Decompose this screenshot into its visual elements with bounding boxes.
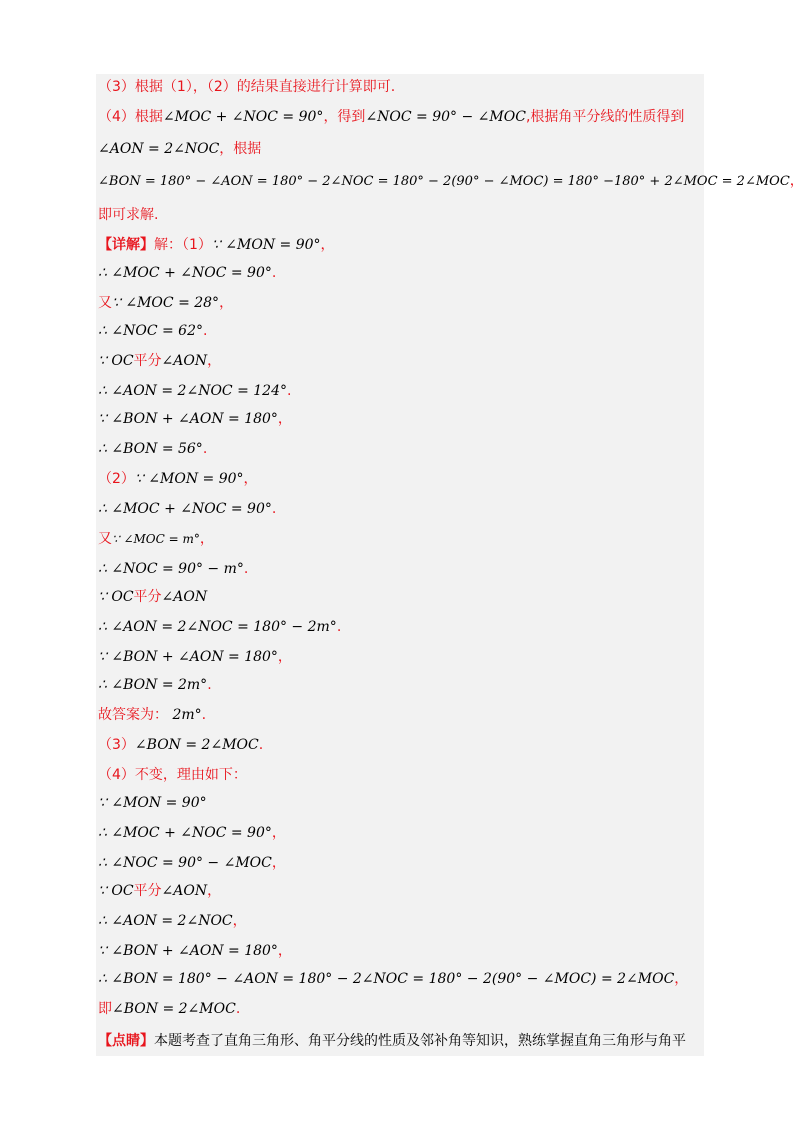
solution-line (98, 942, 292, 960)
part-label: （2） (98, 471, 135, 487)
analysis-step-4-text: 根据 (134, 109, 163, 125)
analysis-step-4-label: （4） (98, 109, 135, 125)
punctuation: . (336, 619, 342, 635)
punctuation: . (202, 441, 208, 457)
math-expression: ∠AON (161, 353, 208, 369)
analysis-step-4-cont (98, 140, 261, 158)
conclusion-line (98, 1000, 240, 1018)
analysis-step-4 (98, 108, 684, 126)
math-expression: ∴ ∠BON = 56° (98, 441, 203, 457)
math-expression: ∴ ∠MOC + ∠NOC = 90° (98, 825, 272, 841)
punctuation: ， (207, 353, 222, 369)
solution-line (98, 352, 221, 370)
punctuation: ， (271, 825, 286, 841)
punctuation: . (271, 265, 277, 281)
punctuation: . (235, 1001, 241, 1017)
math-expression: ∴ ∠BON = 180° − ∠AON = 180° − 2∠NOC = 180° − 2(90° − ∠MOC) = 2∠MOC (98, 971, 675, 987)
math-expression: ∠BON = 2∠MOC (112, 1001, 236, 1017)
punctuation: ， (271, 855, 286, 871)
math-expression: ∠BON = 2∠MOC (134, 737, 259, 753)
solution-heading: 【详解】 (98, 237, 154, 253)
math-expression: ∠AON (161, 589, 208, 605)
comment-text: 本题考查了直角三角形、角平分线的性质及邻补角等知识，熟练掌握直角三角形与角平 (154, 1033, 686, 1049)
punctuation: . (202, 323, 208, 339)
punctuation: ， (199, 531, 214, 547)
solution-line (98, 676, 212, 694)
analysis-step-4-text: ，根据 (219, 141, 262, 157)
math-expression: ∴ ∠MOC + ∠NOC = 90° (98, 501, 272, 517)
solution-line (98, 470, 258, 488)
solution-line (98, 294, 233, 312)
solution-line (98, 410, 292, 428)
math-expression: ∵ ∠MON = 90° (98, 795, 207, 811)
solution-text: 平分 (133, 883, 162, 899)
punctuation: ， (320, 237, 335, 253)
punctuation: ， (674, 971, 689, 987)
punctuation: . (207, 677, 212, 693)
math-expression: ∠NOC = 90° − ∠MOC (365, 109, 526, 125)
solution-text: 平分 (133, 353, 162, 369)
analysis-step-3-text: 根据（1），（2）的结果直接进行计算即可. (134, 79, 396, 95)
math-expression: ∴ ∠NOC = 62° (98, 323, 203, 339)
solution-line (98, 440, 207, 458)
solution-line (98, 854, 286, 872)
solution-line (98, 794, 207, 812)
math-expression: ∠MOC + ∠NOC = 90° (162, 109, 324, 125)
math-expression: ∵ ∠MON = 90° (211, 237, 321, 253)
punctuation: ， (219, 295, 234, 311)
analysis-step-4-text: ,根据角平分线的性质得到 (525, 109, 685, 125)
solution-line (98, 500, 276, 518)
part-label: （3） (98, 737, 135, 753)
math-expression: ∵ OC (98, 589, 134, 605)
comment-line (98, 1032, 686, 1050)
solution-line (98, 560, 248, 578)
solution-line (98, 766, 247, 784)
analysis-step-4-text: ，得到 (323, 109, 366, 125)
solution-line (98, 912, 247, 930)
math-expression: ∠AON = 2∠NOC (98, 141, 220, 157)
solution-line (98, 530, 214, 548)
math-expression: ∴ ∠AON = 2∠NOC = 124° (98, 383, 287, 399)
punctuation: ， (243, 471, 258, 487)
solution-line (98, 382, 291, 400)
answer-label: 故答案为： (98, 707, 168, 723)
solution-line (98, 618, 341, 636)
math-expression: ∴ ∠MOC + ∠NOC = 90° (98, 265, 272, 281)
math-expression: ∵ ∠MOC = 28° (112, 295, 220, 311)
part-label: （4） (98, 767, 135, 783)
analysis-step-4-text: 即可求解. (98, 207, 159, 223)
solution-jie: 解： (154, 237, 182, 253)
solution-text: 又 (98, 531, 112, 547)
analysis-step-4-end (98, 206, 158, 224)
solution-text: 即 (98, 1001, 112, 1017)
math-expression: ∵ ∠MOC = m° (112, 532, 200, 546)
solution-line (98, 264, 276, 282)
punctuation: . (243, 561, 249, 577)
solution-text: 又 (98, 295, 112, 311)
punctuation: . (201, 707, 207, 723)
solution-line (98, 322, 207, 340)
punctuation: ， (232, 913, 247, 929)
punctuation: . (271, 501, 277, 517)
punctuation: ， (789, 173, 804, 189)
solution-line (98, 648, 292, 666)
solution-line (98, 824, 286, 842)
answer-line (98, 706, 206, 724)
math-expression: ∴ ∠AON = 2∠NOC (98, 913, 233, 929)
analysis-step-4-formula (98, 172, 804, 191)
math-expression: ∵ OC (98, 883, 134, 899)
solution-line (98, 882, 221, 900)
math-expression: ∴ ∠NOC = 90° − m° (98, 561, 244, 577)
punctuation: ， (277, 649, 292, 665)
analysis-step-3 (98, 78, 395, 96)
analysis-step-3-label: （3） (98, 79, 135, 95)
math-expression: ∠BON = 180° − ∠AON = 180° − 2∠NOC = 180° − 2(90° − ∠MOC) = 180° −180° + 2∠MOC = 2∠MOC (98, 174, 790, 189)
punctuation: . (258, 737, 264, 753)
solution-text: 平分 (133, 589, 162, 605)
punctuation: ， (207, 883, 222, 899)
comment-heading: 【点睛】 (98, 1033, 154, 1049)
math-expression: ∵ ∠BON + ∠AON = 180° (98, 411, 278, 427)
solution-text: 不变，理由如下： (134, 767, 247, 783)
punctuation: . (287, 383, 292, 399)
solution-heading-line (98, 236, 335, 254)
part-label: （1） (182, 237, 212, 253)
punctuation: ， (277, 411, 292, 427)
solution-line (98, 970, 688, 988)
math-expression: ∵ ∠BON + ∠AON = 180° (98, 943, 278, 959)
math-expression: ∵ ∠BON + ∠AON = 180° (98, 649, 278, 665)
solution-line (98, 588, 207, 606)
math-expression: ∠AON (161, 883, 208, 899)
math-expression: 2m° (172, 707, 202, 723)
math-expression: ∴ ∠NOC = 90° − ∠MOC (98, 855, 272, 871)
math-expression: ∴ ∠AON = 2∠NOC = 180° − 2m° (98, 619, 337, 635)
math-expression: ∴ ∠BON = 2m° (98, 677, 208, 693)
punctuation: ， (277, 943, 292, 959)
solution-line (98, 736, 263, 754)
math-expression: ∵ ∠MON = 90° (134, 471, 244, 487)
math-expression: ∵ OC (98, 353, 134, 369)
